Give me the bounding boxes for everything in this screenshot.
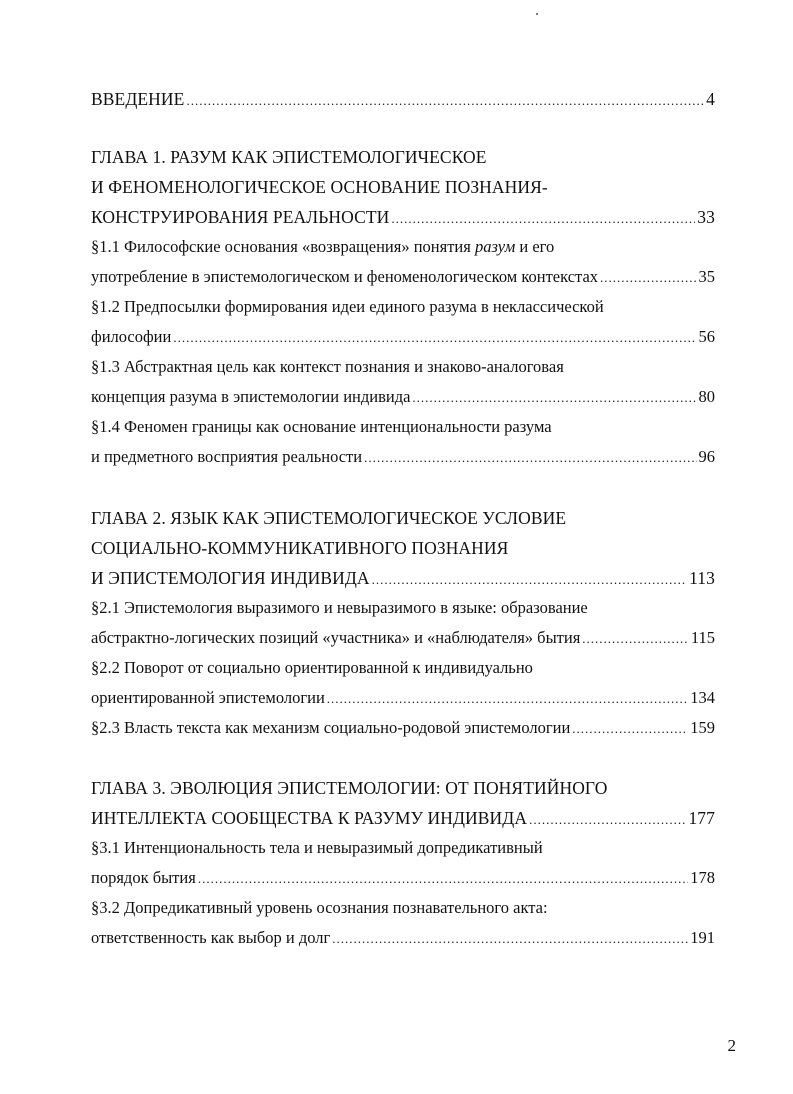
toc-page-number: 33 <box>697 207 715 227</box>
toc-entry-section-3-2[interactable] <box>91 923 715 953</box>
section-1-4-line-1: §1.4 Феномен границы как основание интенциональности разума <box>91 417 552 436</box>
leader-dots <box>173 323 696 352</box>
toc-page-number: 177 <box>688 808 715 828</box>
toc-entry-title: ВВЕДЕНИЕ <box>91 89 185 109</box>
leader-dots <box>582 624 689 653</box>
toc-page-number: 96 <box>698 447 715 466</box>
section-1-3-line-1: §1.3 Абстрактная цель как контекст познания и знаково-аналоговая <box>91 357 564 376</box>
table-of-contents <box>91 84 715 953</box>
leader-dots <box>364 443 696 472</box>
toc-entry-section-1-2[interactable] <box>91 322 715 352</box>
leader-dots <box>412 383 696 412</box>
toc-page-number: 113 <box>689 568 715 588</box>
toc-page-number: 159 <box>690 718 715 737</box>
toc-entry-section-1-3[interactable] <box>91 382 715 412</box>
toc-page-number: 56 <box>698 327 715 346</box>
section-1-1-line-2: употребление в эпистемологическом и феноменологическом контекстах <box>91 267 599 286</box>
leader-dots <box>198 864 688 893</box>
toc-entry-section-2-3[interactable] <box>91 713 715 743</box>
page-number: 2 <box>727 1036 736 1055</box>
toc-page-number: 80 <box>698 387 715 406</box>
leader-dots <box>529 805 686 833</box>
toc-entry-section-3-1[interactable] <box>91 863 715 893</box>
leader-dots <box>572 714 688 743</box>
chapter-2-title-line-3: И ЭПИСТЕМОЛОГИЯ ИНДИВИДА <box>91 568 370 588</box>
emphasis-term: разум <box>474 237 516 256</box>
leader-dots <box>391 204 695 232</box>
toc-entry-intro[interactable] <box>91 84 715 114</box>
section-2-1-line-1: §2.1 Эпистемология выразимого и невыразимого в языке: образование <box>91 598 588 617</box>
scan-speck <box>536 13 538 15</box>
leader-dots <box>372 565 687 593</box>
toc-entry-chapter-2[interactable] <box>91 563 715 593</box>
toc-page-number: 134 <box>690 688 715 707</box>
toc-entry-section-1-1[interactable] <box>91 262 715 292</box>
toc-page-number: 35 <box>698 267 715 286</box>
section-3-1-line-1: §3.1 Интенциональность тела и невыразимый допредикативный <box>91 838 543 857</box>
section-3-2-line-2: ответственность как выбор и долг <box>91 928 331 947</box>
toc-page-number: 115 <box>690 628 715 647</box>
leader-dots <box>600 263 696 292</box>
leader-dots <box>186 86 704 114</box>
leader-dots <box>332 924 688 953</box>
section-1-2-line-2: философии <box>91 327 172 346</box>
section-1-1-line-1: §1.1 Философские основания «возвращения» понятия разум и его <box>91 237 555 256</box>
leader-dots <box>327 684 688 713</box>
section-1-3-line-2: концепция разума в эпистемологии индивида <box>91 387 411 406</box>
toc-entry-chapter-3[interactable] <box>91 803 715 833</box>
toc-page-number: 4 <box>706 89 715 109</box>
section-3-2-line-1: §3.2 Допредикативный уровень осознания познавательного акта: <box>91 898 548 917</box>
chapter-1-title-line-3: КОНСТРУИРОВАНИЯ РЕАЛЬНОСТИ <box>91 207 390 227</box>
toc-entry-chapter-1[interactable] <box>91 202 715 232</box>
chapter-3-title-line-2: ИНТЕЛЛЕКТА СООБЩЕСТВА К РАЗУМУ ИНДИВИДА <box>91 808 528 828</box>
toc-entry-section-2-2[interactable] <box>91 683 715 713</box>
section-2-1-line-2: абстрактно-логических позиций «участника» и «наблюдателя» бытия <box>91 628 581 647</box>
chapter-1-title-line-1: ГЛАВА 1. РАЗУМ КАК ЭПИСТЕМОЛОГИЧЕСКОЕ <box>91 147 487 167</box>
section-1-2-line-1: §1.2 Предпосылки формирования идеи единого разума в неклассической <box>91 297 604 316</box>
section-1-4-line-2: и предметного восприятия реальности <box>91 447 363 466</box>
section-2-2-line-2: ориентированной эпистемологии <box>91 688 325 707</box>
chapter-2-title-line-1: ГЛАВА 2. ЯЗЫК КАК ЭПИСТЕМОЛОГИЧЕСКОЕ УСЛОВИЕ <box>91 508 567 528</box>
chapter-3-title-line-1: ГЛАВА 3. ЭВОЛЮЦИЯ ЭПИСТЕМОЛОГИИ: ОТ ПОНЯТИЙНОГО <box>91 778 608 798</box>
toc-page-number: 178 <box>690 868 715 887</box>
section-2-3-text: §2.3 Власть текста как механизм социально-родовой эпистемологии <box>91 718 571 737</box>
section-2-2-line-1: §2.2 Поворот от социально ориентированной к индивидуально <box>91 658 533 677</box>
chapter-1-title-line-2: И ФЕНОМЕНОЛОГИЧЕСКОЕ ОСНОВАНИЕ ПОЗНАНИЯ- <box>91 177 548 197</box>
toc-entry-section-2-1[interactable] <box>91 623 715 653</box>
toc-page-number: 191 <box>690 928 715 947</box>
section-3-1-line-2: порядок бытия <box>91 868 196 887</box>
chapter-2-title-line-2: СОЦИАЛЬНО-КОММУНИКАТИВНОГО ПОЗНАНИЯ <box>91 538 509 558</box>
toc-entry-section-1-4[interactable] <box>91 442 715 472</box>
